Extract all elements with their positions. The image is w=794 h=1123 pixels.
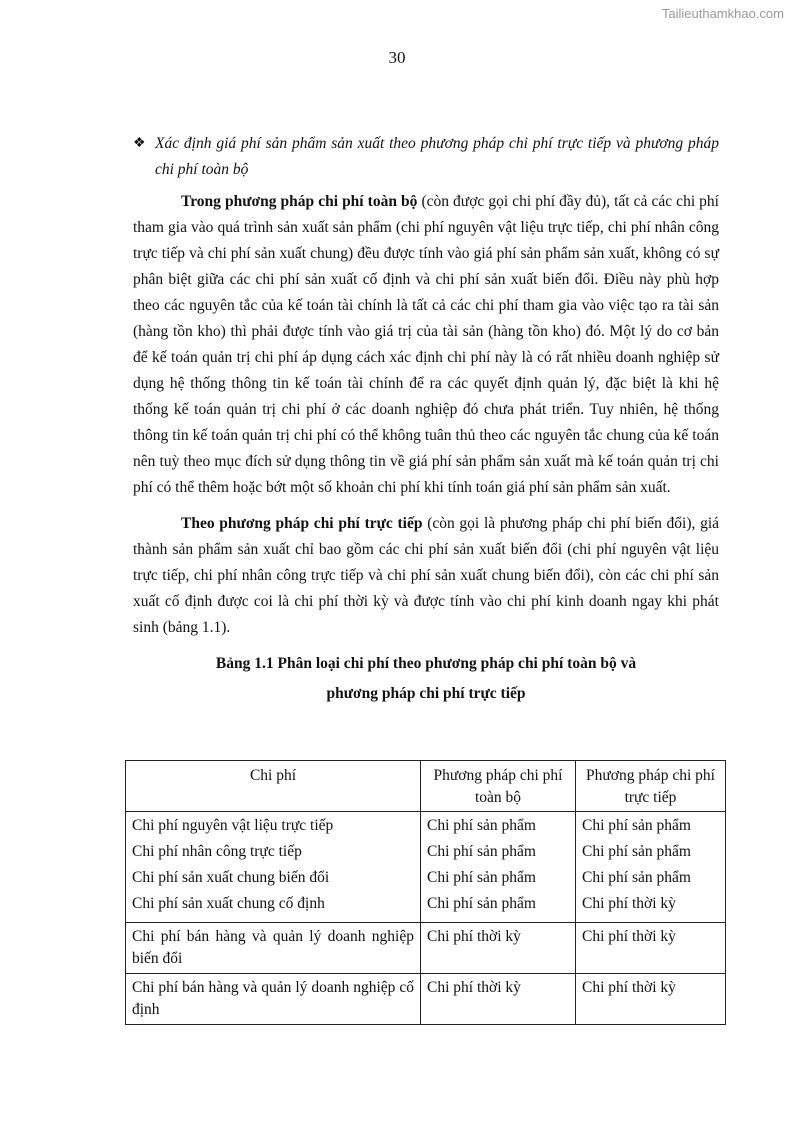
cost-classification-table [125,760,726,1025]
table-header-cell: Chi phí [126,761,421,812]
table-cell: Chi phí thời kỳ [421,974,576,1025]
table-cell-line: Chi phí nguyên vật liệu trực tiếp [132,817,334,834]
paragraph-full-costing [133,189,719,501]
table-cell: Chi phí bán hàng và quản lý doanh nghiệp biến đổi [126,923,421,974]
table-cell-line: Chi phí sản xuất chung biến đổi [132,869,330,886]
table-cell-line: Chi phí sản phẩm [427,895,536,912]
table-header-cell: Phương pháp chi phí trực tiếp [576,761,726,812]
table-cell: Chi phí thời kỳ [576,923,726,974]
table-row-group [126,812,726,923]
table-cell-line: Chi phí nhân công trực tiếp [132,843,302,860]
paragraph-direct-costing [133,511,719,641]
document-body [133,131,719,709]
watermark: Tailieuthamkhao.com [661,6,784,21]
table-cell-line: Chi phí thời kỳ [582,895,676,912]
table-caption-line-1: Bảng 1.1 Phân loại chi phí theo phương pháp chi phí toàn bộ và [215,655,637,672]
table-cell: Chi phí thời kỳ [576,974,726,1025]
diamond-bullet-icon: ❖ [133,136,146,151]
table-caption [133,649,719,709]
table-caption-line-2: phương pháp chi phí trực tiếp [326,685,526,702]
paragraph-direct-costing-bold: Theo phương pháp chi phí trực tiếp [181,515,423,532]
page-number: 30 [388,48,406,67]
table-cell: Chi phí bán hàng và quản lý doanh nghiệp cố định [126,974,421,1025]
table-cell-line: Chi phí sản phẩm [582,817,691,834]
table-cell-line: Chi phí sản phẩm [427,843,536,860]
table-cell-line: Chi phí sản phẩm [582,869,691,886]
section-heading-text: Xác định giá phí sản phẩm sản xuất theo phương pháp chi phí trực tiếp và phương pháp chi phí toàn bộ [155,135,719,178]
table-cell [576,812,726,923]
section-heading [133,131,719,183]
table-row [126,974,726,1025]
table-header-cell: Phương pháp chi phí toàn bộ [421,761,576,812]
table-row [126,923,726,974]
table-header-row [126,761,726,812]
paragraph-direct-costing-text: (còn gọi là phương pháp chi phí biến đổi), giá thành sản phẩm sản xuất chỉ bao gồm các chi phí sản xuất biến đổi (chi phí nguyên vật liệu trực tiếp, chi phí nhân công trực tiếp và chi phí sản xuất chung biến đổi), còn các chi phí sản xuất cố định được coi là chi phí thời kỳ và được tính vào chi phí kinh doanh ngay khi phát sinh (bảng 1.1). [133,515,720,636]
table-cell-line: Chi phí sản phẩm [427,869,536,886]
table-cell [126,812,421,923]
table-cell: Chi phí thời kỳ [421,923,576,974]
paragraph-full-costing-text: (còn được gọi chi phí đầy đủ), tất cả các chi phí tham gia vào quá trình sản xuất sản phẩm (chi phí nguyên vật liệu trực tiếp, chi phí nhân công trực tiếp và chi phí sản xuất chung) đều được tính vào giá phí sản phẩm sản xuất, không có sự phân biệt giữa các chi phí sản xuất cố định và chi phí sản xuất biến đổi. Điều này phù hợp theo các nguyên tắc của kế toán tài chính là tất cả các chi phí tham gia vào việc tạo ra tài sản (hàng tồn kho) thì phải được tính vào giá trị của tài sản (hàng tồn kho) đó. Một lý do cơ bản để kế toán quản trị chi phí áp dụng cách xác định chi phí này là có rất nhiều doanh nghiệp sử dụng hệ thống thông tin kế toán tài chính để ra các quyết định quản lý, đặc biệt là khi hệ thống kế toán quản trị chi phí ở các doanh nghiệp đó chưa phát triển. Tuy nhiên, hệ thống thông tin kế toán quản trị chi phí có thể không tuân thủ theo các nguyên tắc chung của kế toán nên tuỳ theo mục đích sử dụng thông tin về giá phí sản phẩm sản xuất mà kế toán quản trị chi phí có thể thêm hoặc bớt một số khoản chi phí khi tính toán giá phí sản phẩm sản xuất. [133,193,719,496]
table-cell-line: Chi phí sản xuất chung cố định [132,895,325,912]
table-cell-line: Chi phí sản phẩm [427,817,536,834]
table-cell-line: Chi phí sản phẩm [582,843,691,860]
paragraph-full-costing-bold: Trong phương pháp chi phí toàn bộ [181,193,418,210]
table-cell [421,812,576,923]
